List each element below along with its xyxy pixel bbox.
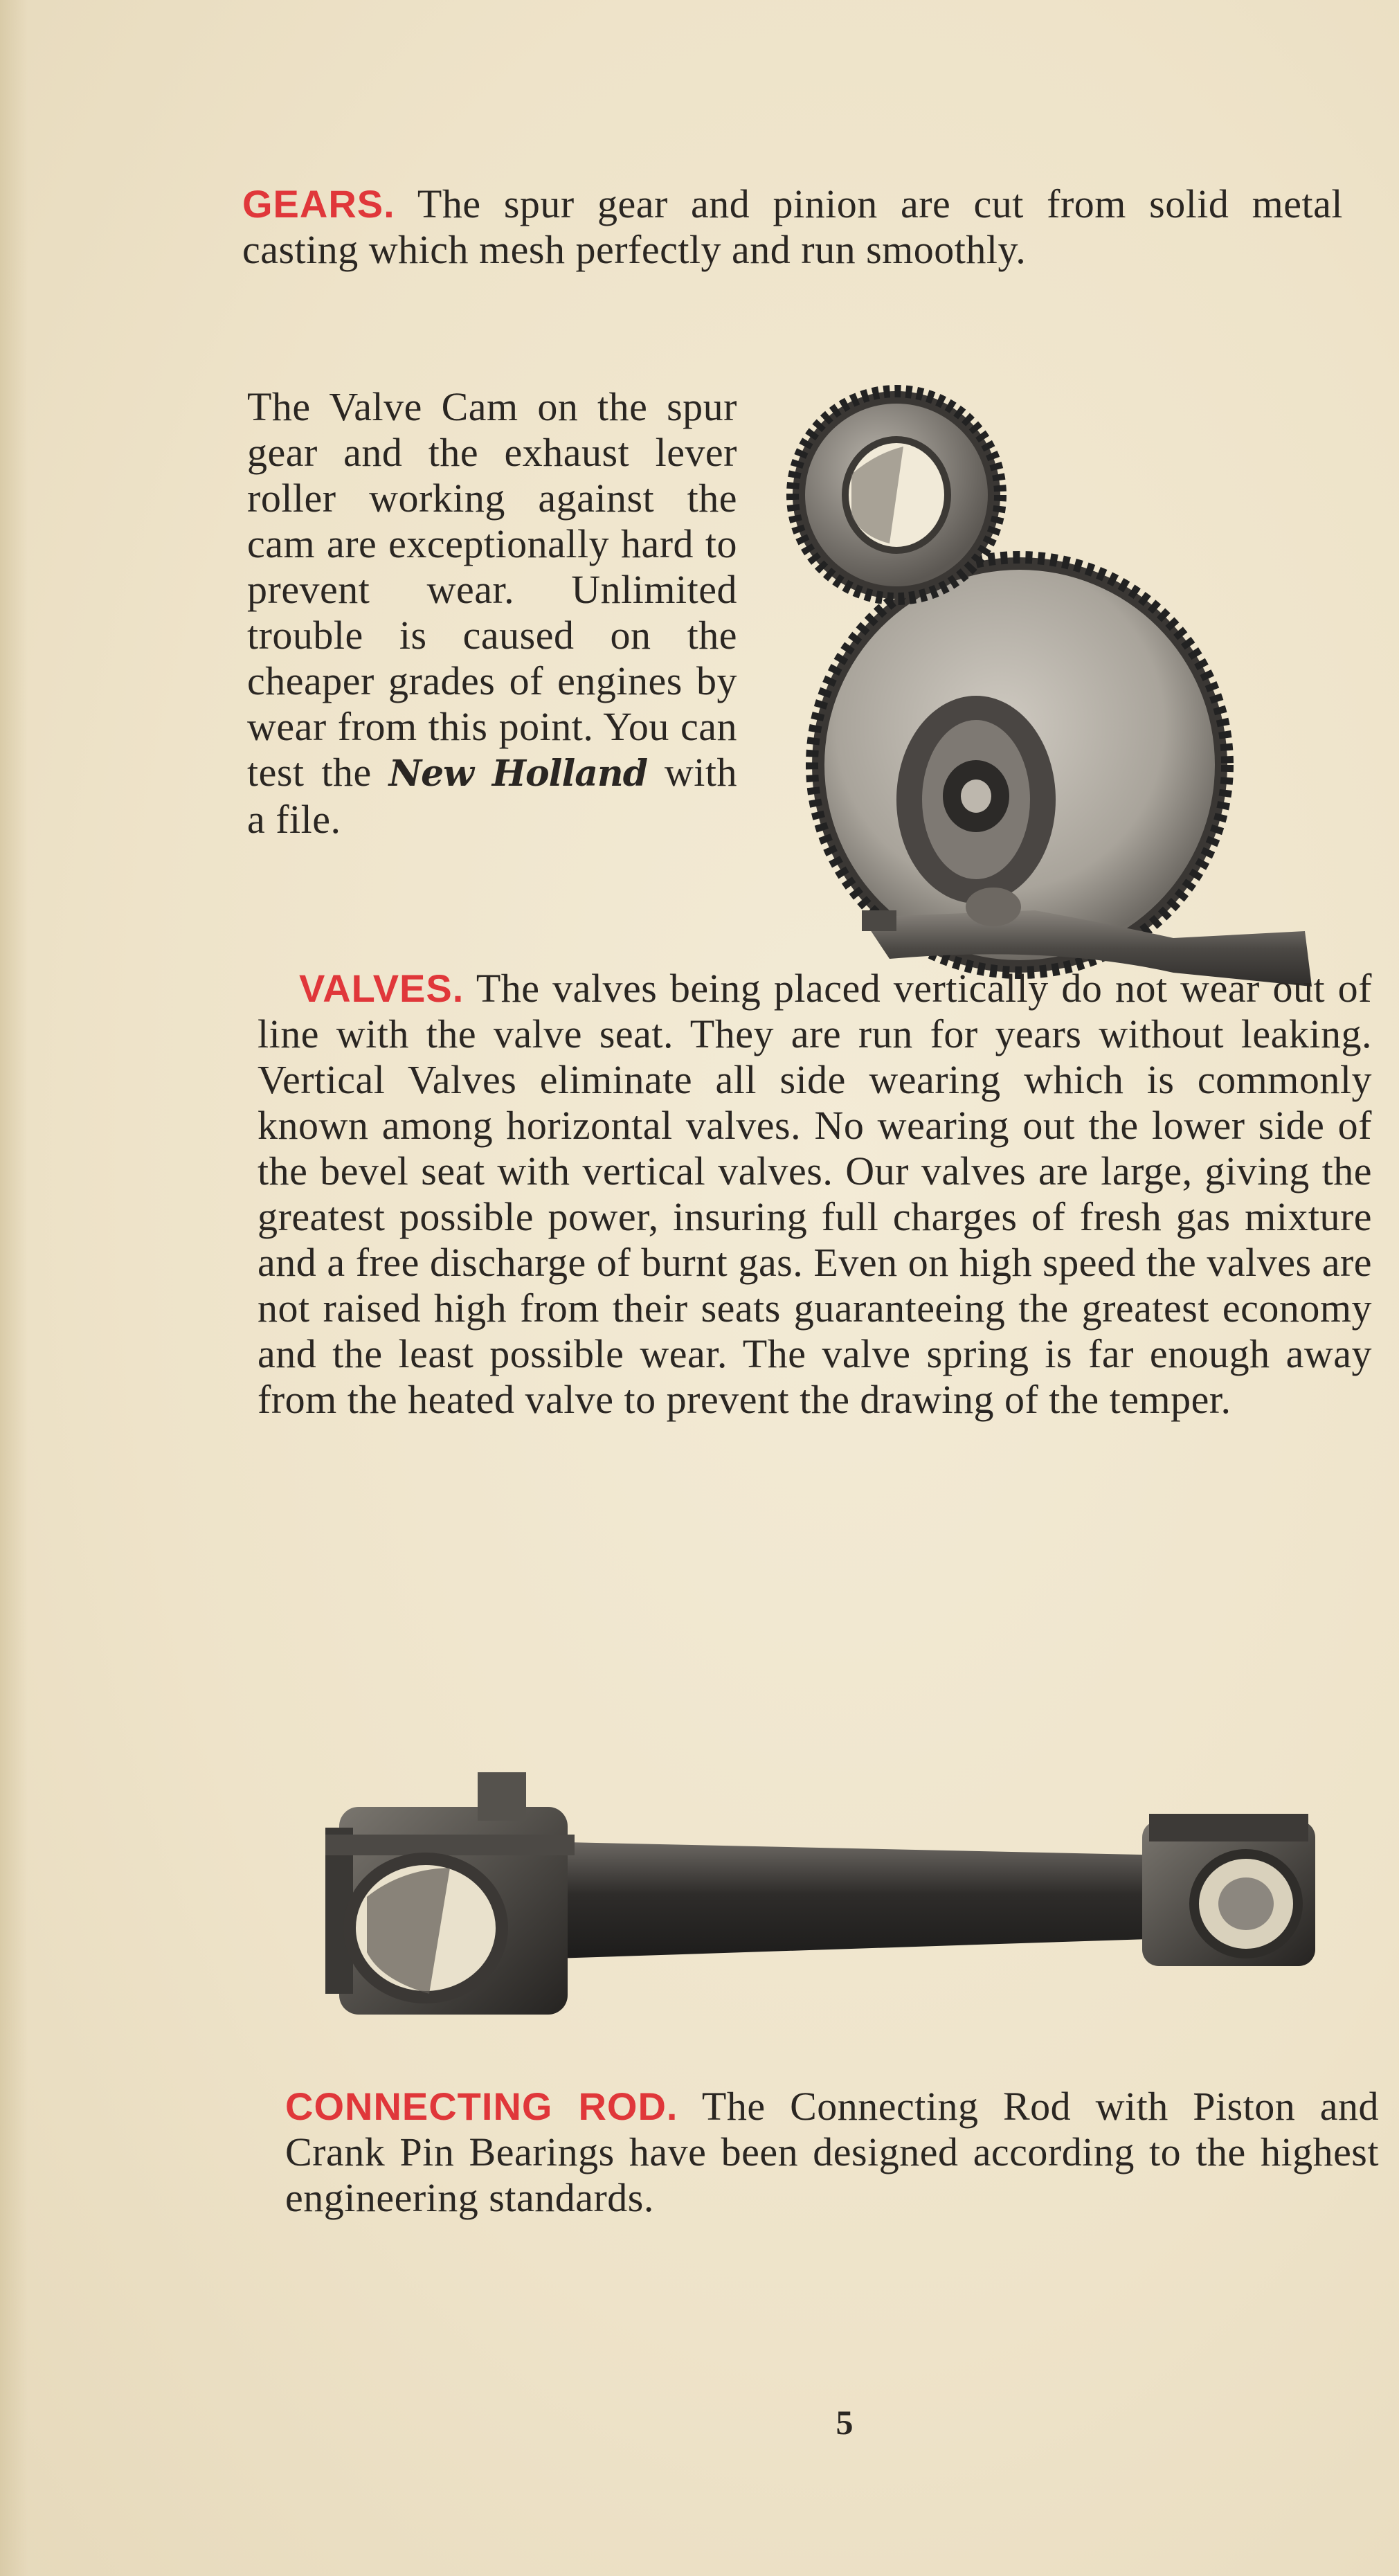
- pinion-gear: [793, 391, 1000, 599]
- valves-heading: VALVES.: [299, 966, 464, 1010]
- connecting-rod-paragraph: [285, 2084, 1379, 2221]
- piston-pin-bearing: [1142, 1814, 1315, 1966]
- valve-cam-text: The Valve Cam on the spur gear and the exhaust lever roller working against the cam are exceptionally hard to prevent wear. Unlimited trouble is caused on the cheaper grades of engines by wear from this point. You can test the: [247, 384, 737, 795]
- connecting-rod-illustration: [325, 1731, 1336, 2035]
- page-spine-shadow: [0, 0, 28, 2576]
- gears-heading: GEARS.: [242, 182, 395, 226]
- gears-text: The spur gear and pinion are cut from solid metal casting which mesh perfectly and run smoothly.: [242, 181, 1343, 272]
- gears-paragraph: [242, 181, 1343, 273]
- valve-cam-paragraph: [247, 384, 737, 843]
- valves-text: The valves being placed vertically do not wear out of line with the valve seat. They are run for years without leaking. Vertical Valves eliminate all side wearing which is commonly known among horizontal valves. No wearing out the lower side of the bevel seat with vertical valves. Our valves are large, giving the greatest possible power, insuring full charges of fresh gas mixture and a free discharge of burnt gas. Even on high speed the valves are not raised high from their seats guaranteeing the greatest economy and the least possible wear. The valve spring is far enough away from the heated valve to prevent the drawing of the temper.: [258, 966, 1372, 1422]
- valve-cam-text-end: with a file.: [247, 750, 738, 842]
- crank-pin-bearing: [325, 1772, 575, 2015]
- valve-cam: [896, 696, 1056, 903]
- rod-shank: [533, 1841, 1170, 1959]
- gears-illustration: [786, 377, 1312, 1021]
- connecting-rod-text: The Connecting Rod with Piston and Crank Pin Bearings have been designed according to the highest engineering standards.: [285, 2084, 1380, 2220]
- connecting-rod-heading: CONNECTING ROD.: [285, 2084, 678, 2128]
- brand-logo-text: New Holland: [388, 753, 648, 795]
- page-number: 5: [836, 2403, 854, 2442]
- valves-paragraph: [258, 966, 1372, 1423]
